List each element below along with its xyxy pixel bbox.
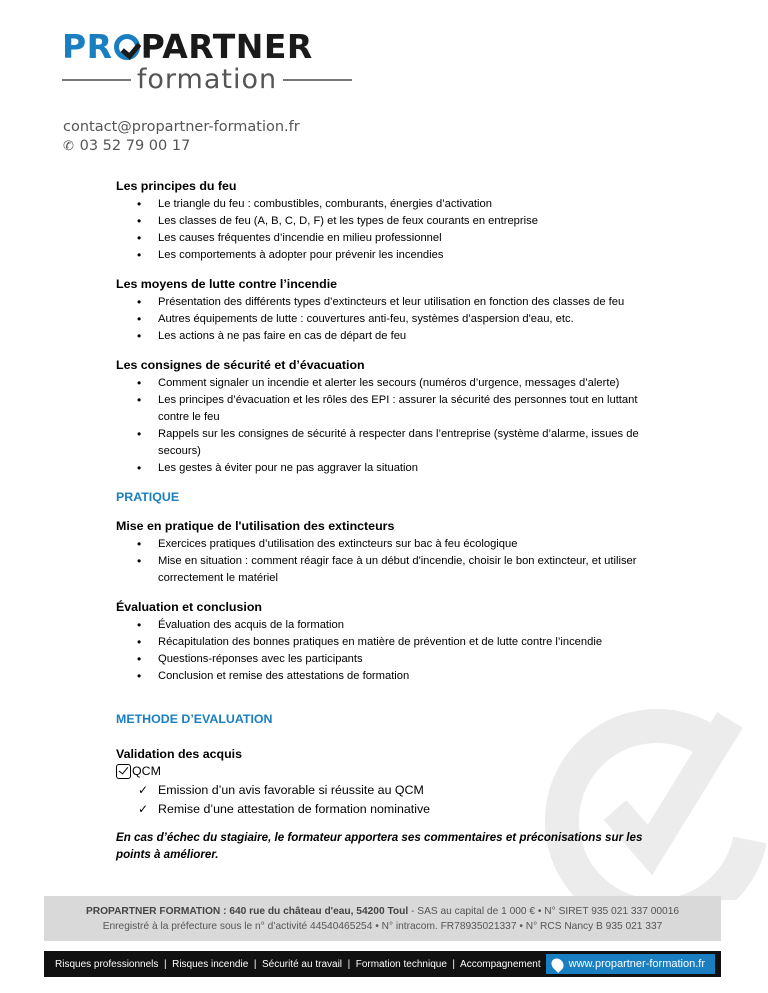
website-link[interactable]: www.propartner-formation.fr (546, 954, 715, 974)
list-item: • Les classes de feu (A, B, C, D, F) et les types de feux courants en entreprise (158, 213, 656, 230)
footer-legal (44, 896, 721, 941)
section-evaluation-conclusion (116, 599, 656, 685)
list-item: • Exercices pratiques d’utilisation des extincteurs sur bac à feu écologique (158, 536, 656, 553)
footer-line-1: PROPARTNER FORMATION : 640 rue du château d'eau, 54200 Toul - SAS au capital de 1 000 € • N° SIRET 935 021 337 00016 (85, 906, 680, 917)
contact-block (63, 118, 300, 156)
section-principes-feu (116, 178, 656, 264)
list-item: • Comment signaler un incendie et alerter les secours (numéros d’urgence, messages d’alerte) (158, 375, 656, 392)
list-item: • Autres équipements de lutte : couvertures anti-feu, systèmes d’aspersion d'eau, etc. (158, 311, 656, 328)
methode-evaluation-heading: METHODE D’EVALUATION (116, 712, 273, 726)
list-item: • Les gestes à éviter pour ne pas aggraver la situation (158, 460, 656, 477)
section-title: Évaluation et conclusion (116, 600, 262, 614)
list-item: • Les actions à ne pas faire en cas de départ de feu (158, 328, 656, 345)
check-item: ✓ Remise d’une attestation de formation nominative (158, 800, 656, 819)
list-item: • Les causes fréquentes d’incendie en milieu professionnel (158, 230, 656, 247)
list-item: • Mise en situation : comment réagir face à un début d'incendie, choisir le bon extincteur, et utiliser correctement le matériel (158, 553, 656, 587)
section-mise-en-pratique (116, 518, 656, 587)
list-item: • Le triangle du feu : combustibles, comburants, énergies d’activation (158, 196, 656, 213)
section-moyens-lutte (116, 276, 656, 345)
section-title: Les moyens de lutte contre l’incendie (116, 277, 338, 291)
contact-email[interactable]: contact@propartner-formation.fr (63, 119, 300, 135)
check-circle-icon (114, 34, 140, 60)
list-item: • Les comportements à adopter pour prévenir les incendies (158, 247, 656, 264)
section-title: Validation des acquis (116, 747, 243, 761)
section-title: Mise en pratique de l'utilisation des extincteurs (116, 519, 395, 533)
footer-nav-links[interactable]: Risques professionnels | Risques incendie | Sécurité au travail | Formation technique | Accompagnement (55, 958, 541, 970)
section-validation (116, 746, 656, 863)
location-pin-icon (549, 956, 566, 973)
conclusion-note: En cas d’échec du stagiaire, le formateur apportera ses commentaires et préconisations sur les points à améliorer. (116, 831, 643, 861)
logo-subtitle: formation (62, 66, 352, 94)
section-title: Les consignes de sécurité et d’évacuation (116, 358, 365, 372)
list-item: • Rappels sur les consignes de sécurité à respecter dans l’entreprise (système d’alarme, issues de secours) (158, 426, 656, 460)
logo-wordmark: PR PARTNER (62, 27, 313, 66)
list-item: • Les principes d’évacuation et les rôles des EPI : assurer la sécurité des personnes tout en luttant contre le feu (158, 392, 656, 426)
propartner-logo (62, 27, 352, 95)
list-item: • Conclusion et remise des attestations de formation (158, 668, 656, 685)
program-content (116, 178, 656, 863)
list-item: • Évaluation des acquis de la formation (158, 617, 656, 634)
pratique-heading: PRATIQUE (116, 490, 180, 504)
list-item: • Questions-réponses avec les participants (158, 651, 656, 668)
section-title: Les principes du feu (116, 179, 237, 193)
checkbox-icon (116, 764, 131, 779)
check-item: ✓ Emission d’un avis favorable si réussite au QCM (158, 781, 656, 800)
footer-nav (44, 951, 721, 977)
section-consignes (116, 357, 656, 477)
list-item: • Récapitulation des bonnes pratiques en matière de prévention et de lutte contre l’incendie (158, 634, 656, 651)
qcm-line: QCM (116, 763, 656, 780)
contact-phone: ✆ 03 52 79 00 17 (63, 138, 191, 154)
list-item: • Présentation des différents types d’extincteurs et leur utilisation en fonction des classes de feu (158, 294, 656, 311)
footer-line-2: Enregistré à la préfecture sous le n° d’activité 44540465254 • N° intracom. FR78935021337 • N° RCS Nancy B 935 021 337 (102, 921, 663, 932)
phone-icon: ✆ (63, 139, 74, 154)
